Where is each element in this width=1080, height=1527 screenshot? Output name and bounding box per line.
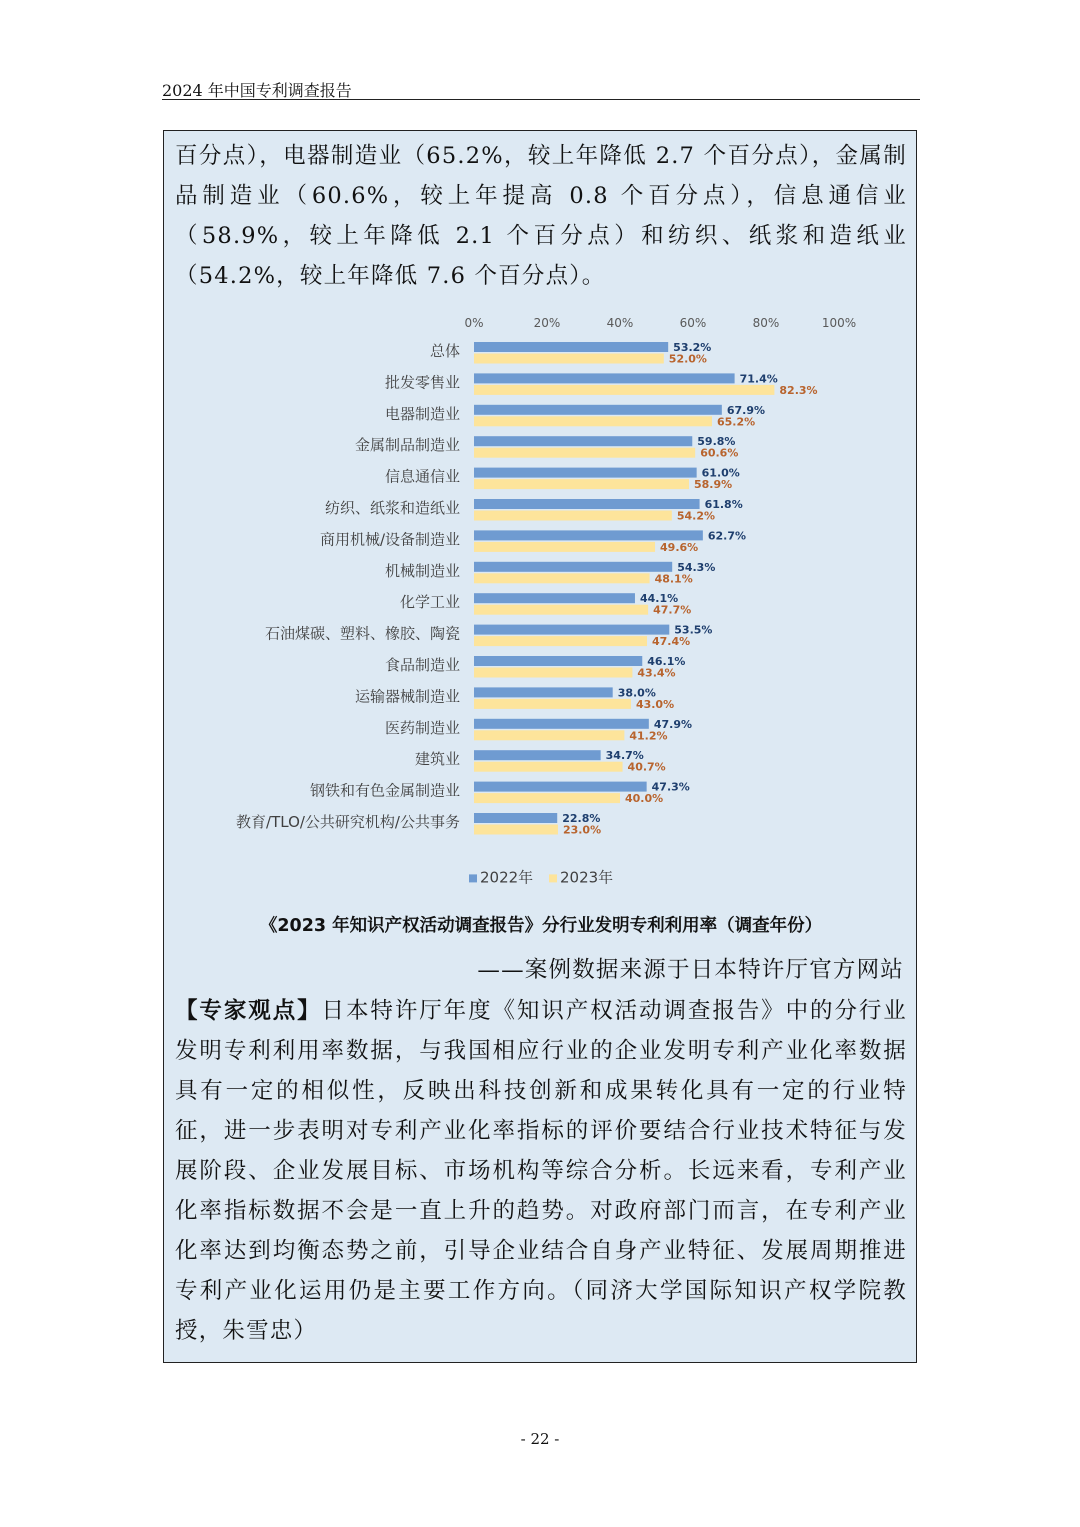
bar-2022 xyxy=(474,530,703,540)
legend-swatch xyxy=(549,874,557,882)
category-label: 化学工业 xyxy=(399,593,460,612)
bar-2023 xyxy=(474,385,774,395)
bar-2022 xyxy=(474,405,722,415)
data-label: 61.0% xyxy=(701,466,740,480)
data-label: 62.7% xyxy=(707,529,747,543)
data-label: 47.7% xyxy=(653,603,692,617)
bar-2023 xyxy=(474,762,623,772)
expert-paragraph xyxy=(175,991,907,1351)
bar-2022 xyxy=(474,468,697,478)
bar-2023 xyxy=(474,825,558,835)
data-label: 54.3% xyxy=(677,560,716,574)
source-note: ——案例数据来源于日本特许厅官方网站 xyxy=(477,957,904,983)
data-label: 47.9% xyxy=(653,717,693,731)
category-label: 电器制造业 xyxy=(384,404,460,423)
data-label: 61.8% xyxy=(704,498,743,511)
expert-text: 日本特许厅年度《知识产权活动调查报告》中的分行业发明专利利用率数据，与我国相应行业的企业发明专利产业化率数据具有一定的相似性，反映出科技创新和成果转化具有一定的行业特征，进一步表明对专利产业化率指标的评价要结合行业技术特征与发展阶段、企业发展目标、市场机构等综合分析。长远来看，专利产业化率指标数据不会是一直上升的趋势。对政府部门而言，在专利产业化率达到均衡态势之前，引导企业结合自身产业特征、发展周期推进专利产业化运用仍是主要工作方向。（同济大学国际知识产权学院教授，朱雪忠） xyxy=(175,998,907,1344)
category-label: 石油煤碳、塑料、橡胶、陶瓷 xyxy=(264,624,460,643)
bar-2023 xyxy=(474,542,655,552)
data-label: 65.2% xyxy=(716,415,756,429)
bar-2022 xyxy=(474,436,692,446)
bar-2022 xyxy=(474,342,668,352)
bar-2023 xyxy=(474,448,695,458)
case-box xyxy=(163,130,917,1363)
x-tick-label: 60% xyxy=(679,316,707,330)
bar-2022 xyxy=(474,625,669,635)
category-label: 钢铁和有色金属制造业 xyxy=(309,781,460,800)
data-label: 47.3% xyxy=(651,780,690,794)
data-label: 49.6% xyxy=(660,540,699,554)
data-label: 40.0% xyxy=(625,792,664,806)
bar-2023 xyxy=(474,416,712,426)
x-tick-label: 80% xyxy=(752,316,780,330)
data-label: 53.2% xyxy=(673,341,712,354)
bar-2023 xyxy=(474,793,620,803)
category-label: 金属制品制造业 xyxy=(354,436,460,455)
bar-2022 xyxy=(474,656,642,666)
data-label: 82.3% xyxy=(779,383,818,397)
bar-2022 xyxy=(474,719,649,729)
bar-2023 xyxy=(474,354,664,364)
x-tick-label: 100% xyxy=(821,316,857,330)
bar-2022 xyxy=(474,499,700,509)
data-label: 40.7% xyxy=(627,760,666,774)
category-label: 食品制造业 xyxy=(384,656,460,674)
data-label: 22.8% xyxy=(562,812,601,825)
legend-label: 2022年 xyxy=(480,868,534,887)
category-label: 建筑业 xyxy=(414,750,460,769)
intro-paragraph: 百分点），电器制造业（65.2%，较上年降低 2.7 个百分点），金属制品制造业（60.6%，较上年提高 0.8 个百分点），信息通信业（58.9%，较上年降低 2.1 个百分点）和纺织、纸浆和造纸业（54.2%，较上年降低 7.6 个百分点）。 xyxy=(175,143,907,289)
expert-label: 【专家观点】 xyxy=(175,998,322,1024)
category-label: 纺织、纸浆和造纸业 xyxy=(324,499,460,517)
data-label: 52.0% xyxy=(668,352,707,366)
chart-caption: 《2023 年知识产权活动调查报告》分行业发明专利利用率（调查年份） xyxy=(259,916,823,936)
data-label: 58.9% xyxy=(693,478,733,492)
bar-2022 xyxy=(474,593,635,603)
x-tick-label: 20% xyxy=(533,316,561,330)
category-label: 总体 xyxy=(429,342,460,360)
bar-2022 xyxy=(474,562,672,572)
bar-2022 xyxy=(474,782,647,792)
category-label: 批发零售业 xyxy=(384,373,460,392)
category-label: 商用机械/设备制造业 xyxy=(319,530,460,549)
data-label: 41.2% xyxy=(629,729,668,743)
data-label: 60.6% xyxy=(700,446,739,460)
bar-2022 xyxy=(474,750,601,760)
bar-2023 xyxy=(474,699,631,709)
data-label: 48.1% xyxy=(654,572,693,586)
bar-2023 xyxy=(474,730,624,740)
data-label: 43.0% xyxy=(635,697,675,711)
bar-2023 xyxy=(474,636,647,646)
page-number: - 22 - xyxy=(520,1430,560,1448)
bar-2023 xyxy=(474,479,689,489)
data-label: 53.5% xyxy=(674,623,713,637)
utilization-bar-chart xyxy=(164,306,918,906)
data-label: 71.4% xyxy=(739,372,778,386)
data-label: 59.8% xyxy=(697,435,736,449)
data-label: 47.4% xyxy=(652,635,691,649)
category-label: 机械制造业 xyxy=(384,561,460,580)
x-tick-label: 40% xyxy=(606,316,634,330)
category-label: 医药制造业 xyxy=(384,718,460,737)
header-title: 2024 年中国专利调查报告 xyxy=(162,81,352,100)
data-label: 23.0% xyxy=(562,823,602,837)
data-label: 38.0% xyxy=(617,686,656,700)
category-label: 教育/TLO/公共研究机构/公共事务 xyxy=(236,813,460,831)
bar-2023 xyxy=(474,668,632,678)
bar-2023 xyxy=(474,511,672,521)
legend-label: 2023年 xyxy=(560,868,614,887)
bar-2022 xyxy=(474,813,557,823)
legend-swatch xyxy=(469,874,477,882)
data-label: 34.7% xyxy=(605,749,644,763)
data-label: 46.1% xyxy=(647,655,686,668)
data-label: 44.1% xyxy=(639,592,679,606)
category-label: 信息通信业 xyxy=(384,467,460,486)
data-label: 43.4% xyxy=(637,666,676,680)
data-label: 67.9% xyxy=(726,403,766,417)
bar-2023 xyxy=(474,605,648,615)
header-divider xyxy=(162,99,920,100)
category-label: 运输器械制造业 xyxy=(354,687,460,706)
bar-2022 xyxy=(474,373,735,383)
data-label: 54.2% xyxy=(676,509,716,523)
bar-2022 xyxy=(474,687,613,697)
x-tick-label: 0% xyxy=(464,316,484,330)
bar-2023 xyxy=(474,573,650,583)
